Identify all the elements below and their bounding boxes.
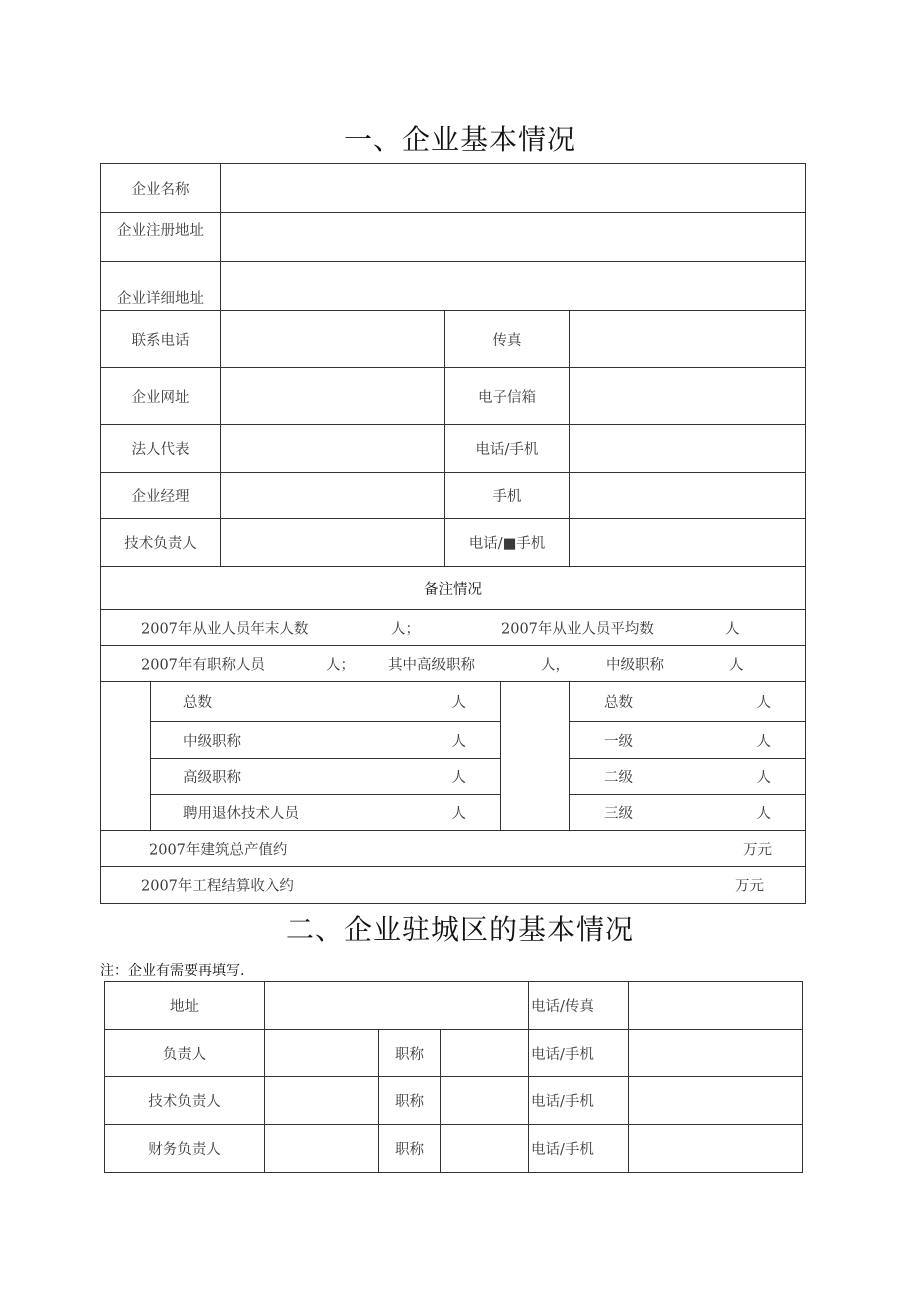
senior-title-label: 其中高级职称 bbox=[388, 657, 475, 673]
year-end-staff-label: 2007年从业人员年末人数 bbox=[141, 621, 309, 637]
registered-address-label: 企业注册地址 bbox=[101, 213, 221, 262]
manager-field[interactable] bbox=[221, 473, 445, 519]
district-finance-lead-field[interactable] bbox=[265, 1125, 379, 1173]
district-address-label: 地址 bbox=[105, 982, 265, 1030]
district-tech-lead-label: 技术负责人 bbox=[105, 1077, 265, 1125]
district-head-field[interactable] bbox=[265, 1030, 379, 1077]
district-finance-lead-title-field[interactable] bbox=[441, 1125, 529, 1173]
settlement-income-row bbox=[101, 867, 806, 904]
district-head-label: 负责人 bbox=[105, 1030, 265, 1077]
left-group-unit: 人 bbox=[451, 806, 466, 822]
district-head-phone-field[interactable] bbox=[629, 1030, 803, 1077]
left-group-label: 总数 bbox=[183, 695, 212, 711]
output-value-row bbox=[101, 831, 806, 867]
legal-rep-phone-field[interactable] bbox=[570, 425, 806, 473]
section1-title: 一、企业基本情况 bbox=[343, 123, 576, 156]
district-tech-lead-phone-field[interactable] bbox=[629, 1077, 803, 1125]
district-head-title-field[interactable] bbox=[441, 1030, 529, 1077]
mid-title-unit: 人 bbox=[729, 657, 744, 673]
detailed-address-label: 企业详细地址 bbox=[101, 262, 221, 311]
left-group-label: 中级职称 bbox=[183, 733, 241, 750]
left-group-row bbox=[151, 795, 501, 831]
enterprise-basic-info-table bbox=[100, 163, 806, 904]
registered-address-field[interactable] bbox=[221, 213, 806, 262]
right-group-label: 总数 bbox=[604, 695, 633, 711]
mid-title-label: 中级职称 bbox=[606, 657, 664, 673]
legal-rep-phone-label: 电话/手机 bbox=[445, 425, 570, 473]
section2-note: 注：企业有需要再填写. bbox=[100, 963, 245, 979]
right-group-label: 二级 bbox=[604, 770, 633, 786]
left-group-unit: 人 bbox=[451, 695, 466, 711]
fax-label: 传真 bbox=[445, 311, 570, 368]
left-group-row bbox=[151, 722, 501, 759]
titled-staff-unit: 人； bbox=[326, 657, 355, 673]
district-finance-lead-label: 财务负责人 bbox=[105, 1125, 265, 1173]
right-group-row bbox=[570, 682, 806, 722]
titled-staff-label: 2007年有职称人员 bbox=[141, 657, 265, 673]
right-group-unit: 人 bbox=[756, 770, 771, 786]
left-group-label: 聘用退休技术人员 bbox=[183, 806, 299, 822]
left-group-row bbox=[151, 759, 501, 795]
email-field[interactable] bbox=[570, 368, 806, 425]
average-staff-unit: 人 bbox=[725, 621, 740, 637]
left-group-row bbox=[151, 682, 501, 722]
enterprise-name-label: 企业名称 bbox=[101, 164, 221, 213]
district-phone-fax-label: 电话/传真 bbox=[529, 982, 629, 1030]
legal-rep-label: 法人代表 bbox=[101, 425, 221, 473]
district-finance-lead-phone-field[interactable] bbox=[629, 1125, 803, 1173]
fax-field[interactable] bbox=[570, 311, 806, 368]
settlement-income-label: 2007年工程结算收入约 bbox=[141, 878, 294, 895]
output-value-label: 2007年建筑总产值约 bbox=[149, 842, 288, 858]
right-group-unit: 人 bbox=[756, 733, 771, 750]
right-group-row bbox=[570, 722, 806, 759]
left-group-unit: 人 bbox=[451, 733, 466, 750]
remarks-heading: 备注情况 bbox=[101, 567, 806, 610]
tech-lead-phone-label: 电话/■手机 bbox=[445, 519, 570, 567]
staff-count-row bbox=[101, 610, 806, 646]
enterprise-name-field[interactable] bbox=[221, 164, 806, 213]
district-finance-lead-title-label: 职称 bbox=[379, 1125, 441, 1173]
output-value-unit: 万元 bbox=[743, 842, 772, 858]
right-group-unit: 人 bbox=[756, 806, 771, 822]
detailed-address-field[interactable] bbox=[221, 262, 806, 311]
legal-rep-field[interactable] bbox=[221, 425, 445, 473]
titled-staff-row bbox=[101, 646, 806, 682]
manager-phone-field[interactable] bbox=[570, 473, 806, 519]
district-phone-fax-field[interactable] bbox=[629, 982, 803, 1030]
senior-title-unit: 人， bbox=[541, 657, 570, 673]
right-group-label: 三级 bbox=[604, 806, 633, 822]
manager-phone-label: 手机 bbox=[445, 473, 570, 519]
left-group-side-cell bbox=[101, 682, 151, 831]
left-group-label: 高级职称 bbox=[183, 770, 241, 786]
section2-title: 二、企业驻城区的基本情况 bbox=[285, 913, 634, 946]
district-head-title-label: 职称 bbox=[379, 1030, 441, 1077]
district-tech-lead-title-label: 职称 bbox=[379, 1077, 441, 1125]
right-group-row bbox=[570, 759, 806, 795]
tech-lead-phone-field[interactable] bbox=[570, 519, 806, 567]
district-tech-lead-title-field[interactable] bbox=[441, 1077, 529, 1125]
district-head-phone-label: 电话/手机 bbox=[529, 1030, 629, 1077]
left-group-unit: 人 bbox=[451, 770, 466, 786]
district-tech-lead-field[interactable] bbox=[265, 1077, 379, 1125]
settlement-income-unit: 万元 bbox=[735, 878, 764, 895]
tech-lead-label: 技术负责人 bbox=[101, 519, 221, 567]
website-field[interactable] bbox=[221, 368, 445, 425]
manager-label: 企业经理 bbox=[101, 473, 221, 519]
right-group-row bbox=[570, 795, 806, 831]
district-tech-lead-phone-label: 电话/手机 bbox=[529, 1077, 629, 1125]
right-group-label: 一级 bbox=[604, 733, 633, 750]
tech-lead-field[interactable] bbox=[221, 519, 445, 567]
right-group-side-cell bbox=[501, 682, 570, 831]
district-finance-lead-phone-label: 电话/手机 bbox=[529, 1125, 629, 1173]
phone-field[interactable] bbox=[221, 311, 445, 368]
year-end-staff-unit: 人； bbox=[391, 621, 420, 637]
right-group-unit: 人 bbox=[756, 695, 771, 711]
district-info-table bbox=[104, 981, 803, 1173]
district-address-field[interactable] bbox=[265, 982, 529, 1030]
average-staff-label: 2007年从业人员平均数 bbox=[501, 621, 654, 637]
email-label: 电子信箱 bbox=[445, 368, 570, 425]
website-label: 企业网址 bbox=[101, 368, 221, 425]
phone-label: 联系电话 bbox=[101, 311, 221, 368]
